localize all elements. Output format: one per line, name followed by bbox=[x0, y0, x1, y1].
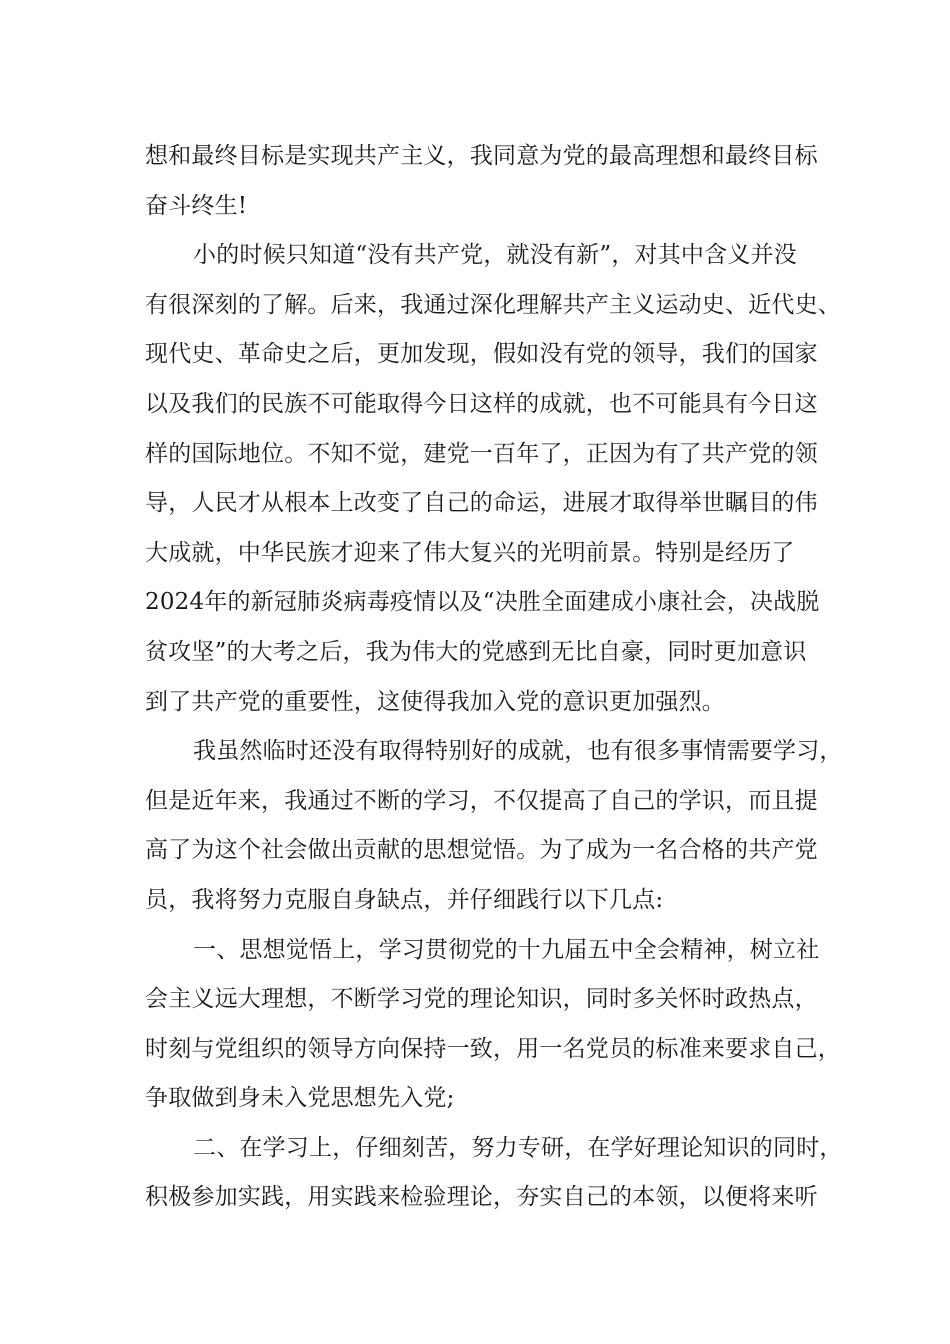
text-line: 样的国际地位。不知不觉，建党一百年了，正因为有了共产党的领 bbox=[145, 440, 818, 467]
text-line: 二、在学习上，仔细刻苦，努力专研，在学好理论知识的同时， bbox=[193, 1134, 843, 1161]
text-line: 一、思想觉悟上，学习贯彻党的十九届五中全会精神，树立社 bbox=[193, 936, 820, 963]
text-line: 员，我将努力克服自身缺点，并仔细践行以下几点: bbox=[145, 886, 664, 913]
text-line: 会主义远大理想，不断学习党的理论知识，同时多关怀时政热点， bbox=[145, 986, 818, 1013]
text-line: 争取做到身未入党思想先入党; bbox=[145, 1085, 455, 1112]
text-line: 小的时候只知道“没有共产党，就没有新”，对其中含义并没 bbox=[193, 242, 797, 269]
text-line: 有很深刻的了解。后来，我通过深化理解共产主义运动史、近代史、 bbox=[145, 291, 841, 318]
document-body bbox=[145, 132, 843, 1223]
text-line: 但是近年来，我通过不断的学习，不仅提高了自己的学识，而且提 bbox=[145, 787, 818, 814]
text-line: 以及我们的民族不可能取得今日这样的成就，也不可能具有今日这 bbox=[145, 390, 818, 417]
text-line: 想和最终目标是实现共产主义，我同意为党的最高理想和最终目标 bbox=[145, 143, 818, 169]
text-line: 导，人民才从根本上改变了自己的命运，进展才取得举世瞩目的伟 bbox=[145, 490, 818, 517]
text-line: 积极参加实践，用实践来检验理论，夯实自己的本领，以便将来听 bbox=[145, 1184, 818, 1211]
text-line: 奋斗终生! bbox=[145, 192, 248, 219]
text-line: 2024年的新冠肺炎病毒疫情以及“决胜全面建成小康社会，决战脱 bbox=[145, 589, 820, 616]
text-line: 时刻与党组织的领导方向保持一致，用一名党员的标准来要求自己， bbox=[145, 1035, 841, 1062]
text-line: 我虽然临时还没有取得特别好的成就，也有很多事情需要学习， bbox=[193, 738, 843, 765]
text-line: 大成就，中华民族才迎来了伟大复兴的光明前景。特别是经历了 bbox=[145, 539, 795, 566]
text-line: 贫攻坚”的大考之后，我为伟大的党感到无比自豪，同时更加意识 bbox=[145, 638, 807, 665]
text-line: 到了共产党的重要性，这使得我加入党的意识更加强烈。 bbox=[145, 688, 725, 715]
text-line: 现代史、革命史之后，更加发现，假如没有党的领导，我们的国家 bbox=[145, 341, 818, 368]
text-line: 高了为这个社会做出贡献的思想觉悟。为了成为一名合格的共产党 bbox=[145, 837, 818, 864]
